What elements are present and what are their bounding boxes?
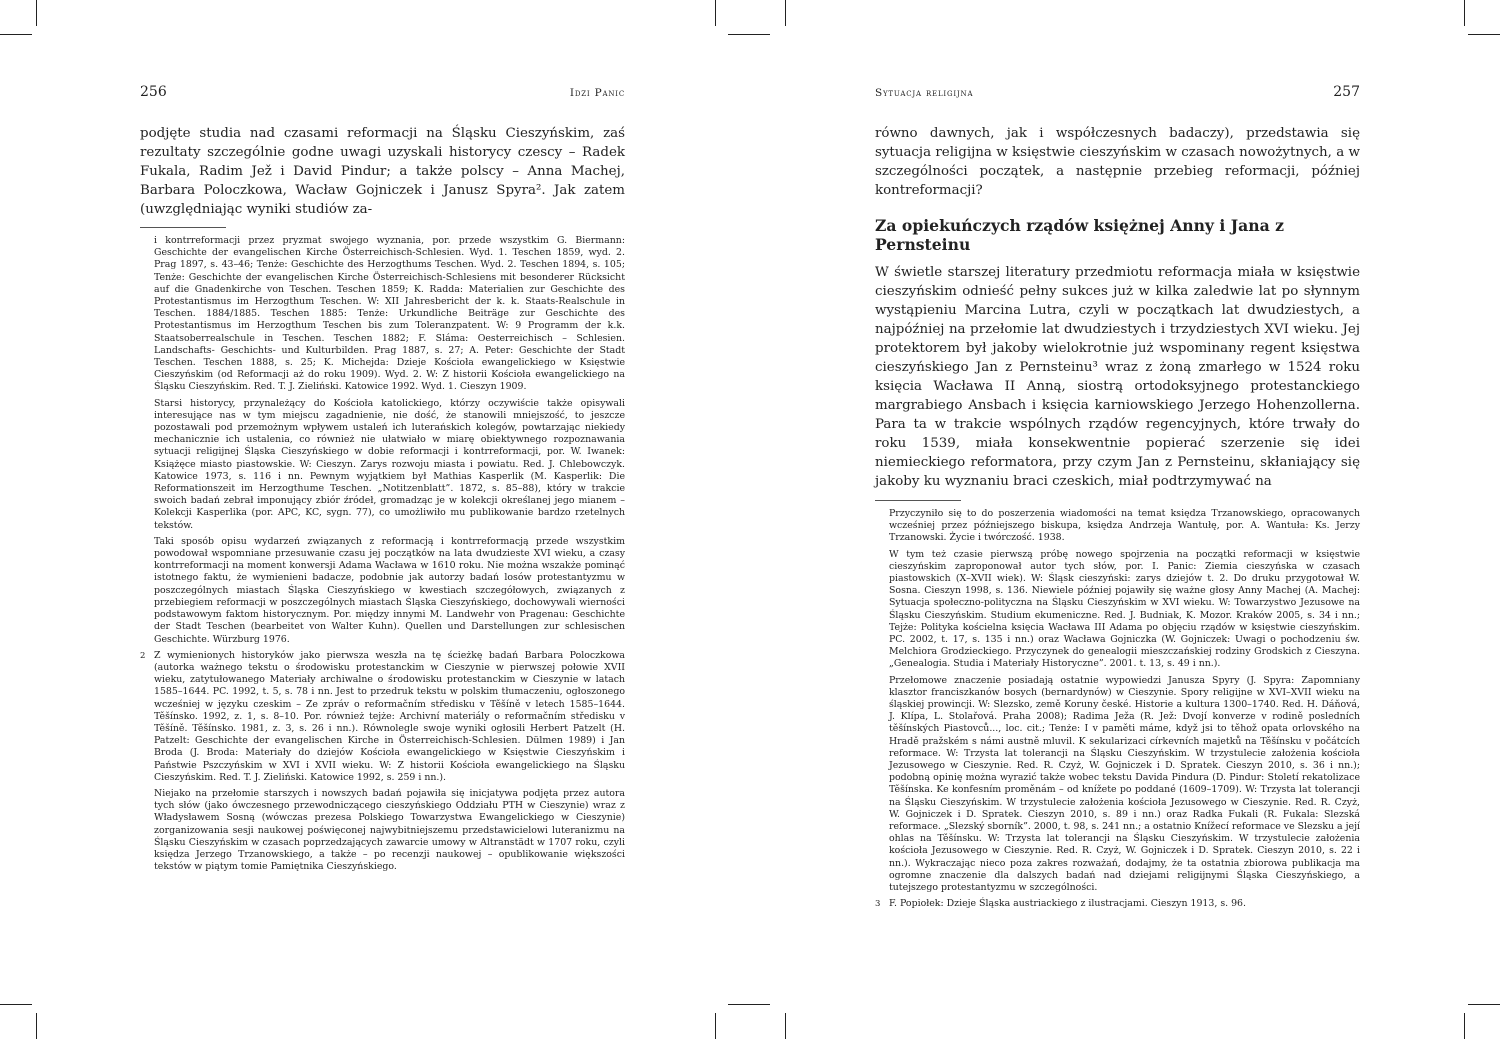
- crop-mark: [728, 34, 770, 35]
- body-text: podjęte studia nad czasami reformacji na Śląsku Cieszyńskim, zaś rezultaty szczególnie godne uwagi uzyskali historycy czescy – Radek Fukala, Radim Jež i David Pindur; a także polscy – Anna Machej, Barbara Poloczkowa, Wacław Gojniczek i Janusz Spyra². Jak zatem (uwzględniając wyniki studiów za-: [140, 126, 625, 217]
- footnote-separator: [140, 227, 226, 228]
- footnote-text: Z wymienionych historyków jako pierwsza weszła na tę ścieżkę badań Barbara Poloczkowa (autorka ważnego tekstu o środowisku protestanckim w Cieszynie w pierwszej połowie XVII wieku, zatytułowanego Materiały archiwalne o środowisku protestanckim w Cieszynie w latach 1585–1644. PC. 1992, t. 5, s. 78 i nn. Jest to przedruk tekstu w polskim tłumaczeniu, ogłoszonego wcześniej w języku czeskim – Ze zpráv o reformačním středisku v Těšíně v letech 1585–1644. Těšínsko. 1992, z. 1, s. 8–10. Por. również tejże: Archivní materiály o reformačním středisku v Těšíně. Těšínsko. 1981, z. 3, s. 26 i nn.). Równolegle swoje wyniki ogłosili Herbert Patzelt (H. Patzelt: Geschichte der evangelischen Kirche in Österreichisch-Schlesien. Dülmen 1989) i Jan Broda (J. Broda: Materiały do dziejów Kościoła ewangelickiego w Księstwie Cieszyńskim i Państwie Pszczyńskim w XVI i XVII wieku. W: Z historii Kościoła ewangelickiego na Śląsku Cieszyńskim. Red. T. J. Zieliński. Katowice 1992, s. 259 i nn.).: [154, 649, 625, 783]
- footnote-text: W tym też czasie pierwszą próbę nowego spojrzenia na początki reformacji w księstwie cieszyńskim zaproponował autor tych słów, por. I. Panic: Ziemia cieszyńska w czasach piastowskich (X–XVII wiek). W: Śląsk cieszyński: zarys dziejów t. 2. Do druku przygotował W. Sosna. Cieszyn 1998, s. 136. Niewiele później pojawiły się ważne głosy Anny Machej (A. Machej: Sytuacja społeczno-polityczna na Śląsku Cieszyńskim w XVI wieku. W: Towarzystwo Jezusowe na Śląsku Cieszyńskim. Studium ekumeniczne. Red. J. Budniak, K. Mozor. Kraków 2005, s. 34 i nn.; Tejże: Polityka kościelna księcia Wacława III Adama po objęciu rządów w księstwie cieszyńskim. PC. 2002, t. 17, s. 135 i nn.) oraz Wacława Gojniczka (W. Gojniczek: Uwagi o pochodzeniu św. Melchiora Grodzieckiego. Przyczynek do genealogii mieszczańskiej rodziny Grodskich z Cieszyna. „Genealogia. Studia i Materiały Historyczne”. 2001. t. 13, s. 49 i nn.).: [889, 548, 1360, 670]
- crop-mark: [0, 34, 32, 35]
- footnote-text: Niejako na przełomie starszych i nowszych badań pojawiła się inicjatywa podjęta przez autora tych słów (jako ówczesnego przewodniczącego cieszyńskiego Oddziału PTH w Cieszynie) wraz z Władysławem Sosną (wówczas prezesa Polskiego Towarzystwa Ewangelickiego w Cieszynie) zorganizowania sesji naukowej poświęconej najwybitniejszemu przedstawicielowi luteranizmu na Śląsku Cieszyńskim w czasach poprzedzających zawarcie umowy w Altranstädt w 1707 roku, czyli księdza Jerzego Trzanowskiego, a także – po recenzji naukowej – opublikowanie większości tekstów w piątym tomie Pamiętnika Cieszyńskiego.: [154, 787, 625, 873]
- running-head: Sytuacja religijna: [875, 87, 974, 99]
- footnote: [140, 536, 625, 646]
- page-number: 257: [1333, 84, 1360, 100]
- footnote: [140, 235, 625, 394]
- section-text: W świetle starszej literatury przedmiotu reformacja miała w księstwie cieszyńskim odnieść pełny sukces już w kilka zaledwie lat po słynnym wystąpieniu Marcina Lutra, czyli w początkach lat dwudziestych, a najpóźniej na przełomie lat dwudziestych i trzydziestych XVI wieku. Jej protektorem był jakoby wielokrotnie już wspominany regent księstwa cieszyńskiego Jan z Pernsteinu³ wraz z żoną zmarłego w 1524 roku księcia Wacława II Anną, siostrą ortodoksyjnego protestanckiego margrabiego Ansbach i księcia karniowskiego Jerzego Hohenzollerna. Para ta w trakcie wspólnych rządów regencyjnych, które trwały do roku 1539, miała konsekwentnie popierać szerzenie się idei niemieckiego reformatora, przy czym Jan z Pernsteinu, skłaniający się jakoby ku wyznaniu braci czeskich, miał podtrzymywać na: [875, 265, 1360, 489]
- section-heading: Za opiekuńczych rządów księżnej Anny i Jana z Pernsteinu: [875, 216, 1284, 254]
- footnote: [140, 788, 625, 873]
- crop-mark: [1468, 1004, 1500, 1005]
- left-page: [140, 84, 625, 877]
- crop-mark: [1468, 34, 1500, 35]
- crop-mark: [785, 0, 786, 26]
- footnote-text: Starsi historycy, przynależący do Kościoła katolickiego, którzy oczywiście także opisywali interesujące nas w tym miejscu zagadnienie, nie dość, że stanowili mniejszość, to jeszcze pozostawali pod przemożnym wpływem ustaleń ich luterańskich kolegów, powtarzając niekiedy mechanicznie ich ustalenia, co również nie ułatwiało w miarę obiektywnego rozpoznawania sytuacji religijnej Śląska Cieszyńskiego w dobie reformacji i kontrreformacji, por. W. Iwanek: Książęce miasto piastowskie. W: Cieszyn. Zarys rozwoju miasta i powiatu. Red. J. Chlebowczyk. Katowice 1973, s. 116 i nn. Pewnym wyjątkiem był Mathias Kasperlik (M. Kasperlik: Die Reformationszeit im Herzogthume Teschen. „Notitzenblatt”. 1872, s. 85–88), który w trakcie swoich badań zebrał imponujący zbiór źródeł, gromadząc je w kolekcji określanej jego mianem – Kolekcji Kasperlika (por. APC, KC, sygn. 77), co umożliwiło mu publikowanie bardzo rzetelnych tekstów.: [154, 397, 625, 531]
- footnote-text: Przyczyniło się to do poszerzenia wiadomości na temat księdza Trzanowskiego, opracowanych wcześniej przez późniejszego biskupa, księdza Andrzeja Wantułę, por. A. Wantuła: Ks. Jerzy Trzanowski. Życie i twórczość. 1938.: [889, 508, 1360, 544]
- footnote-separator: [875, 500, 961, 501]
- crop-mark: [0, 1004, 32, 1005]
- running-head: Idzi Panic: [569, 87, 625, 99]
- crop-mark: [728, 1004, 770, 1005]
- crop-mark: [1464, 1013, 1465, 1039]
- footnote-mark: 2: [140, 650, 146, 661]
- right-page: [875, 84, 1360, 915]
- crop-mark: [1464, 0, 1465, 26]
- crop-mark: [715, 0, 716, 26]
- footnote: [875, 675, 1360, 895]
- page-header: [140, 84, 625, 106]
- page-number: 256: [140, 84, 167, 100]
- footnote: [140, 650, 625, 784]
- crop-mark: [36, 0, 37, 26]
- crop-mark: [785, 1013, 786, 1039]
- footnote-text: i kontrreformacji przez pryzmat swojego wyznania, por. przede wszystkim G. Biermann: Geschichte der evangelischen Kirche Österreichisch-Schlesien. Wyd. 1. Teschen 1859, wyd. 2. Prag 1897, s. 43–46; Tenże: Geschichte des Herzogthums Teschen. Wyd. 2. Teschen 1894, s. 105; Tenże: Geschichte der evangelischen Kirche Österreichisch-Schlesiens mit besonderer Rücksicht auf die Gnadenkirche von Teschen. Teschen 1859; K. Radda: Materialien zur Geschichte des Protestantismus im Herzogthum Teschen. W: XII Jahresbericht der k. k. Staats-Realschule in Teschen. 1884/1885. Teschen 1885: Tenże: Urkundliche Beiträge zur Geschichte des Protestantismus im Herzogthum Teschen bis zum Toleranzpatent. W: 9 Programm der k.k. Staatsoberrealschule in Teschen. Teschen 1882; F. Sláma: Oesterreichisch – Schlesien. Landschafts- Geschichts- und Kulturbilden. Prag 1887, s. 27; A. Peter: Geschichte der Stadt Teschen. Teschen 1888, s. 25; K. Michejda: Dzieje Kościoła ewangelickiego w Księstwie Cieszyńskim (od Reformacji aż do roku 1909). Wyd. 2. W: Z historii Kościoła ewangelickiego na Śląsku Cieszyńskim. Red. T. J. Zieliński. Katowice 1992. Wyd. 1. Cieszyn 1909.: [154, 235, 625, 393]
- page-header: [875, 84, 1360, 106]
- footnote-mark: 3: [875, 899, 881, 910]
- footnotes: [140, 235, 625, 873]
- crop-mark: [36, 1013, 37, 1039]
- body-text: równo dawnych, jak i współczesnych badaczy), przedstawia się sytuacja religijna w księstwie cieszyńskim w czasach nowożytnych, a w szczególności początek, a następnie przebieg reformacji, później kontreformacji?: [875, 126, 1360, 198]
- footnote-text: F. Popiołek: Dzieje Śląska austriackiego z ilustracjami. Cieszyn 1913, s. 96.: [889, 898, 1246, 910]
- footnote-text: Przełomowe znaczenie posiadają ostatnie wypowiedzi Janusza Spyry (J. Spyra: Zapomniany klasztor franciszkanów bosych (bernardynów) w Cieszynie. Spory religijne w XVI–XVII wieku na śląskiej prowincji. W: Slezsko, země Koruny české. Historie a kultura 1300–1740. Red. H. Dáňová, J. Klípa, L. Stolařová. Praha 2008); Radima Ježa (R. Jež: Dvojí konverze v rodině posledních těšínských Piastovců..., loc. cit.; Tenże: I v paměti máme, když jsi to těhož opata orlovského na Hradě pražském s námi austně mluvil. K sekularizaci církevních majetků na Těšínsku v počátcích reformace. W: Trzysta lat tolerancji na Śląsku Cieszyńskim. W trzystulecie założenia kościoła Jezusowego w Cieszynie. Red. R. Czyż, W. Gojniczek i D. Spratek. Cieszyn 2010, s. 36 i nn.); podobną opinię można wyrazić także wobec tekstu Davida Pindura (D. Pindur: Století rekatolizace Těšínska. Ke konfesním proměnám – od knížete po poddané (1609–1709). W: Trzysta lat tolerancji na Śląsku Cieszyńskim. W trzystulecie założenia kościoła Jezusowego w Cieszynie. Red. R. Czyż, W. Gojniczek i D. Spratek. Cieszyn 2010, s. 89 i nn.) oraz Radka Fukali (R. Fukala: Slezská reformace. „Slezský sborník”. 2000, t. 98, s. 241 nn.; a ostatnio Knížecí reformace ve Slezsku a její ohlas na Těšínsku. W: Trzysta lat tolerancji na Śląsku Cieszyńskim. W trzystulecie założenia kościoła Jezusowego w Cieszynie. Red. R. Czyż, W. Gojniczek i D. Spratek. Cieszyn 2010, s. 22 i nn.). Wykraczając nieco poza zakres rozważań, dodajmy, że ta ostatnia zbiorowa publikacja ma ogromne znaczenie dla dalszych badań nad dziejami religijnymi Śląska Cieszyńskiego, a tutejszego protestantyzmu w szczególności.: [889, 674, 1360, 894]
- footnote: [875, 898, 1360, 910]
- footnote: [140, 398, 625, 532]
- footnote: [875, 549, 1360, 671]
- crop-mark: [715, 1013, 716, 1039]
- footnotes: [875, 508, 1360, 911]
- footnote-text: Taki sposób opisu wydarzeń związanych z reformacją i kontrreformacją przede wszystkim powodował wspomniane przesuwanie czasu jej początków na lata dwudzieste XVI wieku, a czasy kontrreformacji na moment konwersji Adama Wacława w 1610 roku. Nie można wszakże pominąć istotnego faktu, że wymienieni badacze, podobnie jak autorzy badań losów protestantyzmu w poszczególnych miastach Śląska Cieszyńskiego w kwestiach szczegółowych, związanych z przebiegiem reformacji w poszczególnych miastach Śląska Cieszyńskiego, dochowywali wierności podstawowym faktom historycznym. Por. między innymi M. Landwehr von Pragenau: Geschichte der Stadt Teschen (bearbeitet von Walter Kuhn). Quellen und Darstellungen zur schlesischen Geschichte. Würzburg 1976.: [154, 535, 625, 645]
- footnote: [875, 508, 1360, 545]
